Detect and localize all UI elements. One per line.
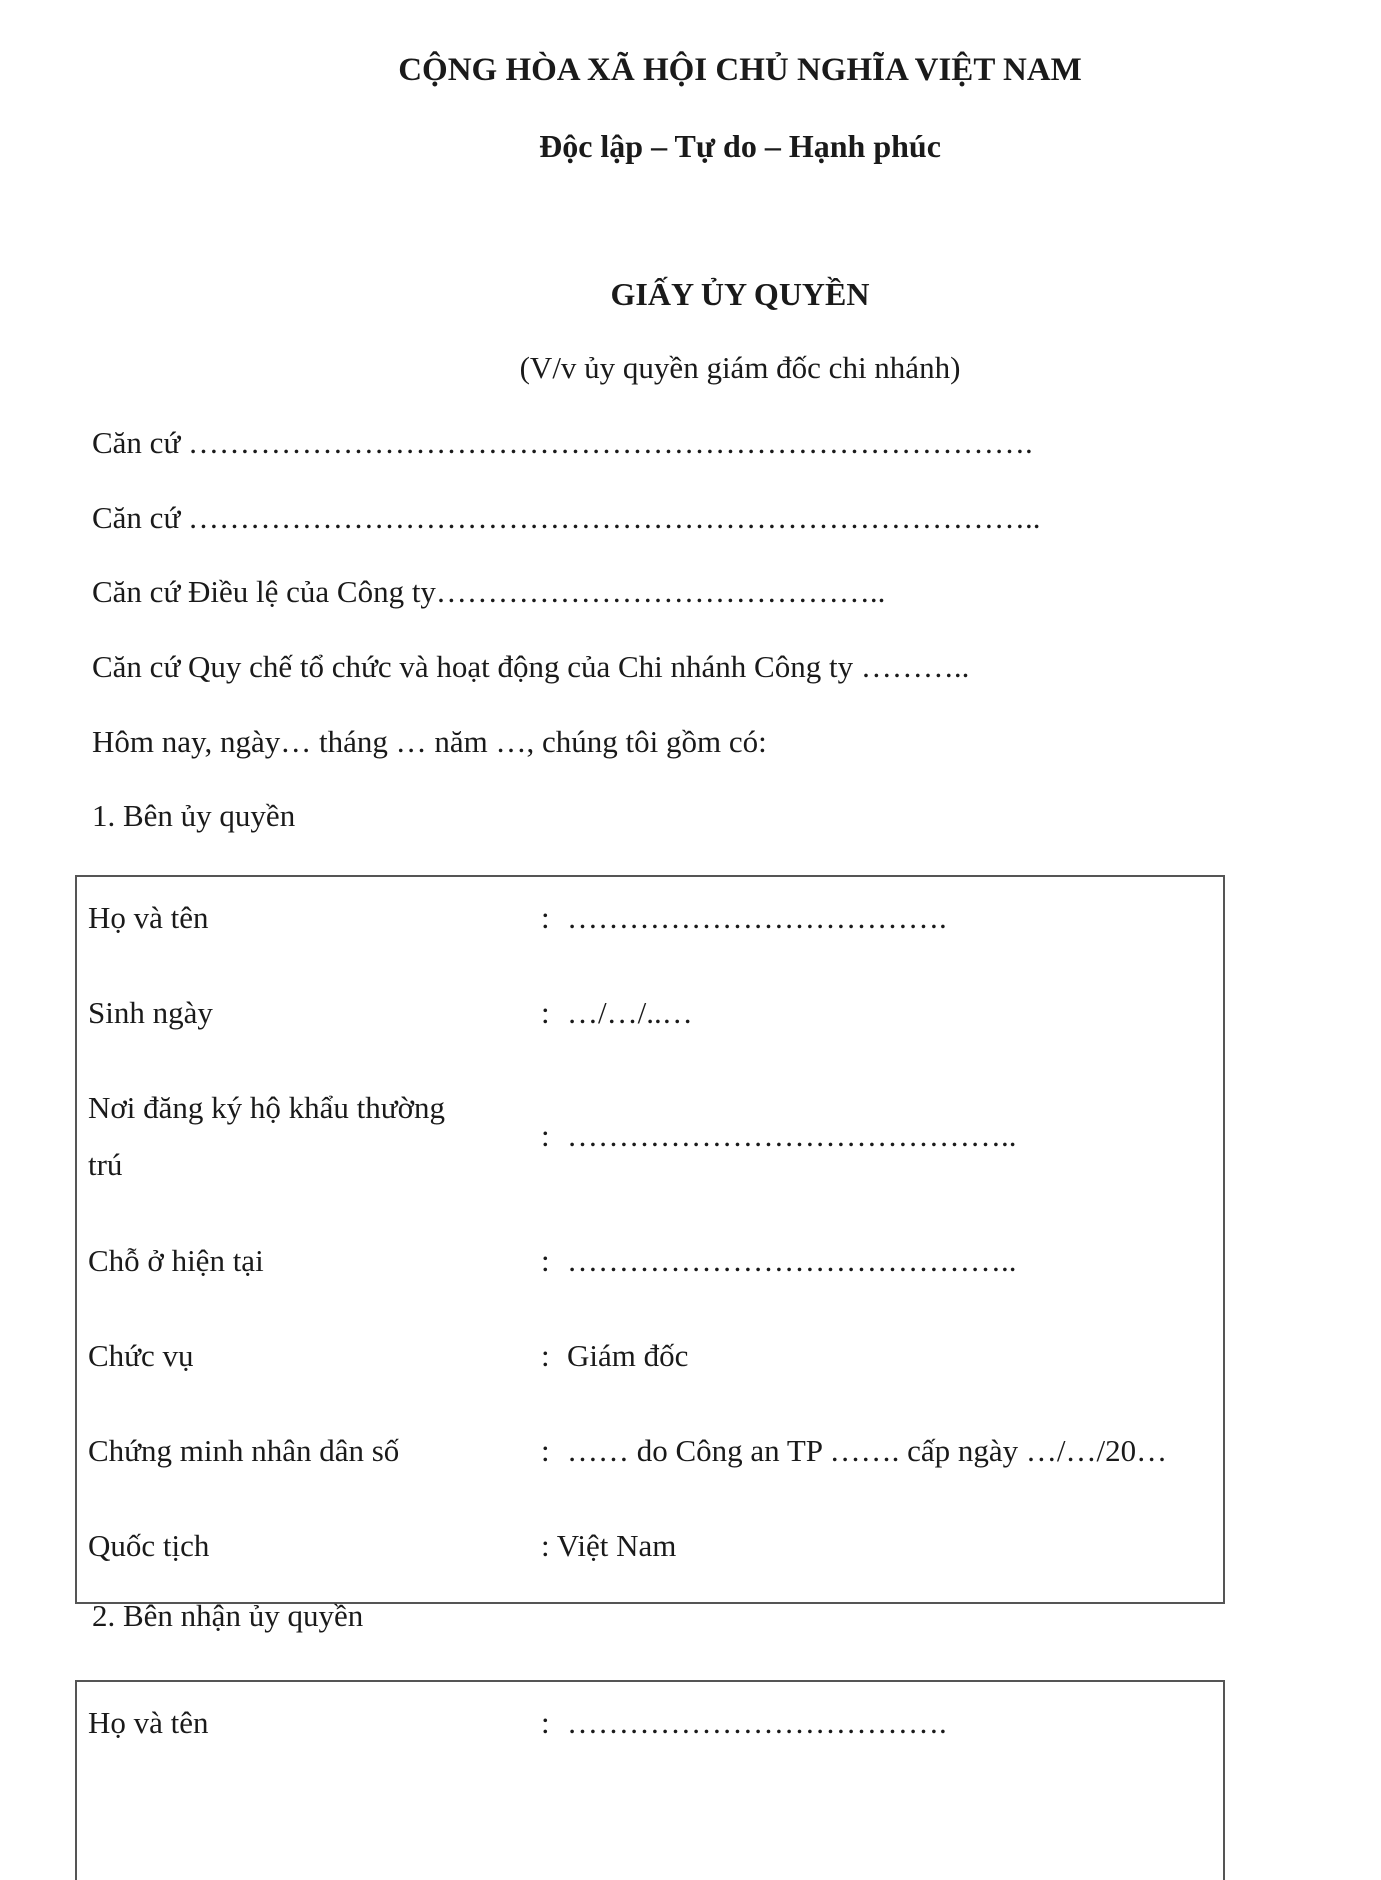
- field-value: …… do Công an TP ……. cấp ngày …/…/20…: [567, 1433, 1168, 1468]
- document-title: GIẤY ỦY QUYỀN: [610, 276, 870, 312]
- preamble-line-4: Căn cứ Quy chế tổ chức và hoạt động của Chi nhánh Công ty ………..: [92, 649, 970, 684]
- preamble-line-3: Căn cứ Điều lệ của Công ty……………………………………..: [92, 574, 886, 609]
- field-value: …/…/..…: [567, 995, 693, 1030]
- field-label: Chứng minh nhân dân số: [88, 1433, 400, 1468]
- field-label: Họ và tên: [88, 900, 209, 935]
- field-label: Sinh ngày: [88, 995, 213, 1030]
- field-label-continuation: trú: [88, 1147, 123, 1182]
- preamble-line-2: Căn cứ ………………………………………………………………………..: [92, 500, 1041, 535]
- field-label: Nơi đăng ký hộ khẩu thường: [88, 1090, 445, 1125]
- field-colon: :: [541, 1338, 550, 1373]
- field-colon: :: [541, 900, 550, 935]
- field-label: Họ và tên: [88, 1705, 209, 1740]
- party2-info-box: [75, 1680, 1225, 1880]
- party1-info-box: [75, 875, 1225, 1604]
- date-line: Hôm nay, ngày… tháng … năm …, chúng tôi gồm có:: [92, 724, 767, 759]
- field-value: ……………………………….: [567, 900, 947, 935]
- field-value: ……………………………………..: [567, 1243, 1017, 1278]
- field-colon: : Việt Nam: [541, 1528, 677, 1563]
- national-title: CỘNG HÒA XÃ HỘI CHỦ NGHĨA VIỆT NAM: [398, 52, 1082, 88]
- document-subtitle: (V/v ủy quyền giám đốc chi nhánh): [519, 350, 961, 385]
- field-label: Chức vụ: [88, 1338, 194, 1373]
- field-value: ……………………………………..: [567, 1118, 1017, 1153]
- field-colon: :: [541, 1705, 550, 1740]
- national-motto: Độc lập – Tự do – Hạnh phúc: [539, 128, 941, 164]
- field-colon: :: [541, 1118, 550, 1153]
- preamble-line-1: Căn cứ ……………………………………………………………………….: [92, 425, 1033, 460]
- field-colon: :: [541, 1433, 550, 1468]
- field-colon: :: [541, 995, 550, 1030]
- field-label: Chỗ ở hiện tại: [88, 1243, 264, 1278]
- field-value: Giám đốc: [567, 1338, 689, 1373]
- field-value: ……………………………….: [567, 1705, 947, 1740]
- party1-heading: 1. Bên ủy quyền: [92, 798, 296, 833]
- field-label: Quốc tịch: [88, 1528, 210, 1563]
- field-colon: :: [541, 1243, 550, 1278]
- party2-heading: 2. Bên nhận ủy quyền: [92, 1598, 364, 1633]
